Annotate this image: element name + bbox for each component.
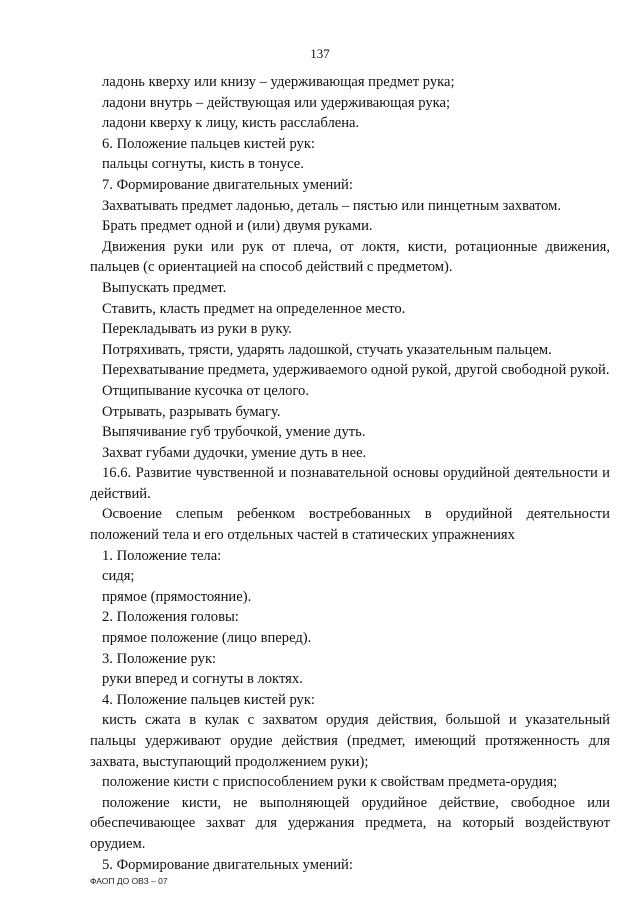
paragraph: кисть сжата в кулак с захватом орудия действия, большой и указательный пальцы удерживают орудие действия (предмет, имеющий протяженность для захвата, выступающий продолжением руки);: [90, 712, 610, 770]
paragraph: прямое положение (лицо вперед).: [102, 630, 312, 647]
paragraph: 7. Формирование двигательных умений:: [102, 176, 353, 193]
paragraph: прямое (прямостояние).: [102, 588, 252, 605]
paragraph: сидя;: [102, 568, 135, 585]
paragraph: Захват губами дудочки, умение дуть в нее.: [102, 444, 367, 461]
paragraph: Перехватывание предмета, удерживаемого одной рукой, другой свободной рукой.: [102, 362, 610, 379]
paragraph: Захватывать предмет ладонью, деталь – пястью или пинцетным захватом.: [102, 197, 561, 214]
paragraph: Ставить, класть предмет на определенное место.: [102, 300, 406, 317]
paragraph: руки вперед и согнуты в локтях.: [102, 671, 303, 688]
paragraph: 5. Формирование двигательных умений:: [102, 856, 353, 873]
paragraph: 3. Положение рук:: [102, 650, 217, 667]
paragraph: Выпячивание губ трубочкой, умение дуть.: [102, 424, 366, 441]
paragraph: положение кисти, не выполняющей орудийное действие, свободное или обеспечивающее захват для удержания предмета, на который воздействуют орудием.: [90, 794, 610, 852]
paragraph: Выпускать предмет.: [102, 279, 227, 296]
section-heading: 16.6. Развитие чувственной и познавательной основы орудийной деятельности и действий.: [90, 465, 610, 502]
paragraph: Отщипывание кусочка от целого.: [102, 382, 309, 399]
paragraph: Освоение слепым ребенком востребованных в орудийной деятельности положений тела и его отдельных частей в статических упражнениях: [90, 506, 610, 544]
paragraph: ладонь кверху или книзу – удерживающая предмет рука;: [102, 74, 455, 90]
paragraph: 2. Положения головы:: [102, 609, 239, 626]
paragraph: пальцы согнуты, кисть в тонусе.: [102, 156, 304, 173]
paragraph: 6. Положение пальцев кистей рук:: [102, 135, 315, 152]
paragraph: Потряхивать, трясти, ударять ладошкой, стучать указательным пальцем.: [102, 341, 552, 358]
paragraph: Брать предмет одной и (или) двумя руками.: [102, 218, 373, 235]
paragraph: ладони внутрь – действующая или удерживающая рука;: [102, 94, 451, 111]
paragraph: 1. Положение тела:: [102, 547, 222, 564]
paragraph: положение кисти с приспособлением руки к свойствам предмета-орудия;: [102, 774, 558, 791]
paragraph: Движения руки или рук от плеча, от локтя, кисти, ротационные движения, пальцев (с ориентацией на способ действий с предметом).: [90, 238, 610, 276]
page-number: 137: [310, 46, 330, 61]
paragraph: Отрывать, разрывать бумагу.: [102, 403, 281, 420]
paragraph: 4. Положение пальцев кистей рук:: [102, 691, 315, 708]
document-body: [90, 72, 610, 875]
paragraph: ладони кверху к лицу, кисть расслаблена.: [102, 115, 360, 132]
paragraph: Перекладывать из руки в руку.: [102, 321, 292, 338]
page-footer: ФАОП ДО ОВЗ – 07: [90, 876, 168, 886]
